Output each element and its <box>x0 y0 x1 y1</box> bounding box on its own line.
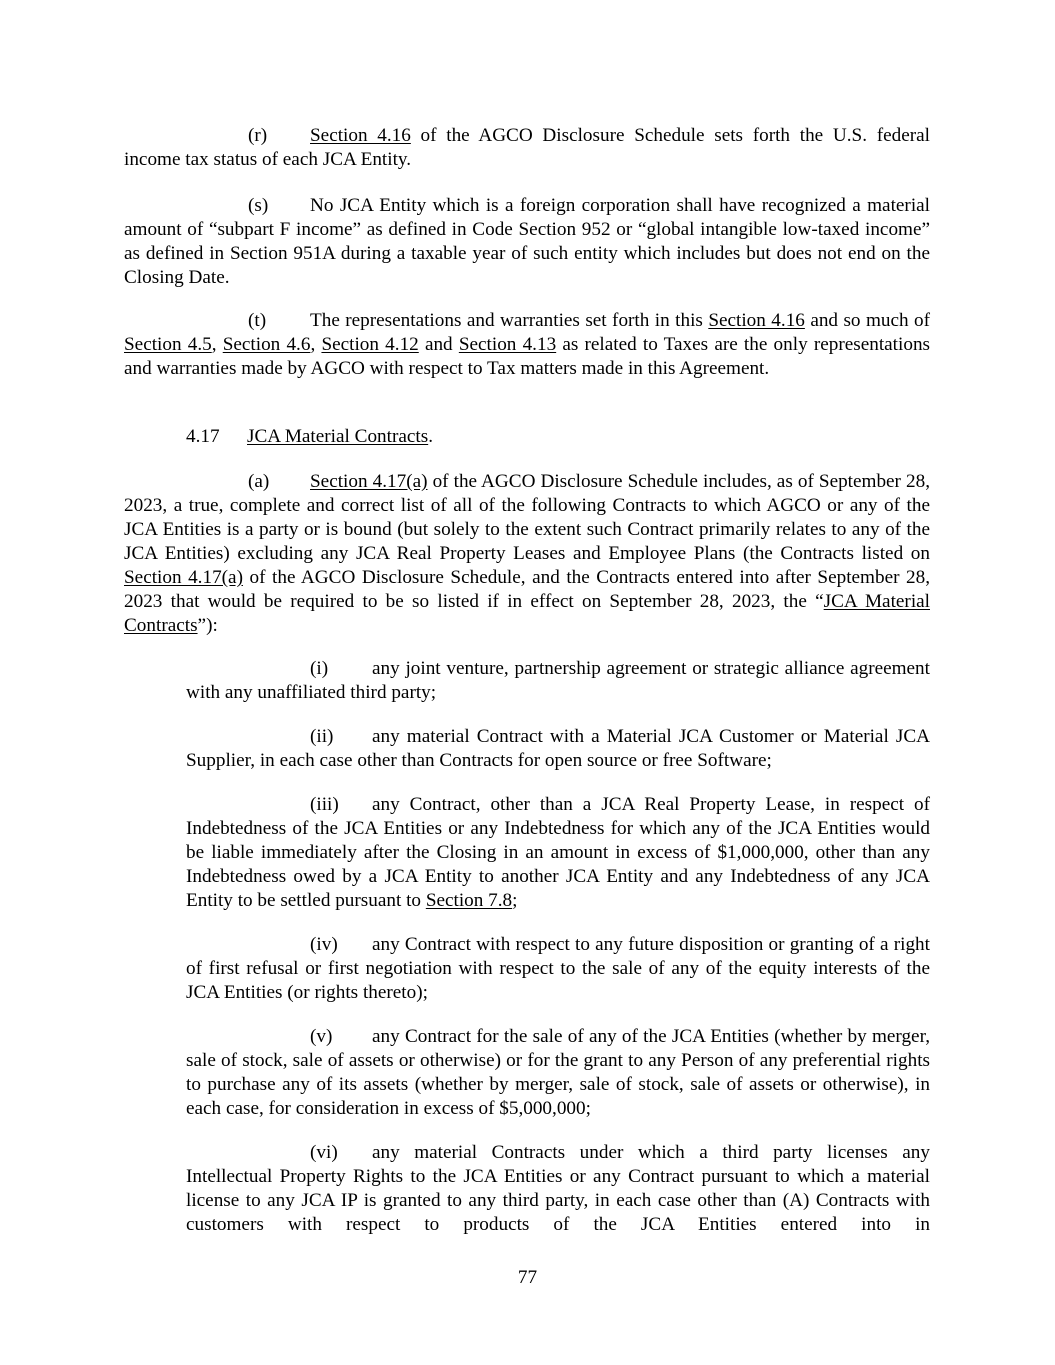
page-number: 77 <box>517 1267 538 1288</box>
item-iv: (iv) any Contract with respect to any future disposition or granting of a right of first refusal or first negotiation with respect to the sale of any of the equity interests of the JCA Entities (or rights thereto); <box>186 934 930 1003</box>
section-ref-7-8: Section 7.8 <box>425 890 513 911</box>
section-ref: Section 4.5 <box>124 334 212 355</box>
item-iv-label: (iv) <box>310 934 338 955</box>
item-iii-label: (iii) <box>310 794 339 815</box>
item-iii: (iii) any Contract, other than a JCA Real Property Lease, in respect of Indebtedness of the JCA Entities or any Indebtedness for which any of the JCA Entities would be liable immediately after the Closing in an amount in excess of $1,000,000, other than any Indebtedness owed by a JCA Entity to another JCA Entity and any Indebtedness of any JCA Entity to be settled pursuant to Section 7.8; <box>186 794 930 911</box>
defined-term: JCA Material Contracts <box>124 591 930 636</box>
paragraph-t: (t) The representations and warranties set forth in this Section 4.16 and so much of Section 4.5, Section 4.6, Section 4.12 and Section 4.13 as related to Taxes are the only representations and warranties made by AGCO with respect to Tax matters made in this Agreement. <box>124 310 930 379</box>
item-ii-label: (ii) <box>310 726 334 747</box>
section-ref: Section 4.13 <box>458 334 557 355</box>
paragraph-r: (r) Section 4.16 of the AGCO Disclosure Schedule sets forth the U.S. federal income tax status of each JCA Entity. <box>124 125 930 170</box>
section-heading: 4.17 JCA Material Contracts. <box>186 426 433 447</box>
paragraph-a-label: (a) <box>248 471 270 492</box>
section-ref: Section 4.16 <box>708 310 805 331</box>
section-title: JCA Material Contracts <box>247 426 429 447</box>
item-i-label: (i) <box>310 658 329 679</box>
paragraph-r-label: (r) <box>248 125 268 146</box>
section-ref: Section 4.17(a) <box>310 471 428 492</box>
section-ref: Section 4.12 <box>321 334 419 355</box>
item-v: (v) any Contract for the sale of any of the JCA Entities (whether by merger, sale of stock, sale of assets or otherwise) or for the grant to any Person of any preferential rights to purchase any of its assets (whether by merger, sale of stock, sale of assets or otherwise), in each case, for consideration in excess of $5,000,000; <box>186 1026 930 1119</box>
section-ref: Section 4.6 <box>222 334 311 355</box>
item-vi: (vi) any material Contracts under which a third party licenses any Intellectual Property Rights to the JCA Entities or any Contract pursuant to which a material license to any JCA IP is granted to any third party, in each case other than (A) Contracts with customers with respect to products of the JCA Entities entered into in <box>186 1142 930 1235</box>
section-number: 4.17 <box>186 426 220 447</box>
item-v-label: (v) <box>310 1026 333 1047</box>
section-ref-4-16: Section 4.16 <box>310 125 411 146</box>
item-i: (i) any joint venture, partnership agreement or strategic alliance agreement with any unaffiliated third party; <box>186 658 930 703</box>
paragraph-a: (a) Section 4.17(a) of the AGCO Disclosure Schedule includes, as of September 28, 2023, a true, complete and correct list of all of the following Contracts to which AGCO or any of the JCA Entities is a party or is bound (but solely to the extent such Contract primarily relates to any of the JCA Entities) excluding any JCA Real Property Leases and Employee Plans (the Contracts listed on Section 4.17(a) of the AGCO Disclosure Schedule, and the Contracts entered into after September 28, 2023 that would be required to be so listed if in effect on September 28, 2023, the “JCA Material Contracts”): <box>124 471 930 636</box>
item-vi-label: (vi) <box>310 1142 338 1163</box>
section-ref: Section 4.17(a) <box>124 567 243 588</box>
paragraph-t-label: (t) <box>248 310 267 331</box>
paragraph-s: (s) No JCA Entity which is a foreign corporation shall have recognized a material amount of “subpart F income” as defined in Code Section 952 or “global intangible low-taxed income” as defined in Section 951A during a taxable year of such entity which includes but does not end on the Closing Date. <box>124 195 930 288</box>
paragraph-s-label: (s) <box>248 195 269 216</box>
item-ii: (ii) any material Contract with a Material JCA Customer or Material JCA Supplier, in each case other than Contracts for open source or free Software; <box>186 726 930 771</box>
